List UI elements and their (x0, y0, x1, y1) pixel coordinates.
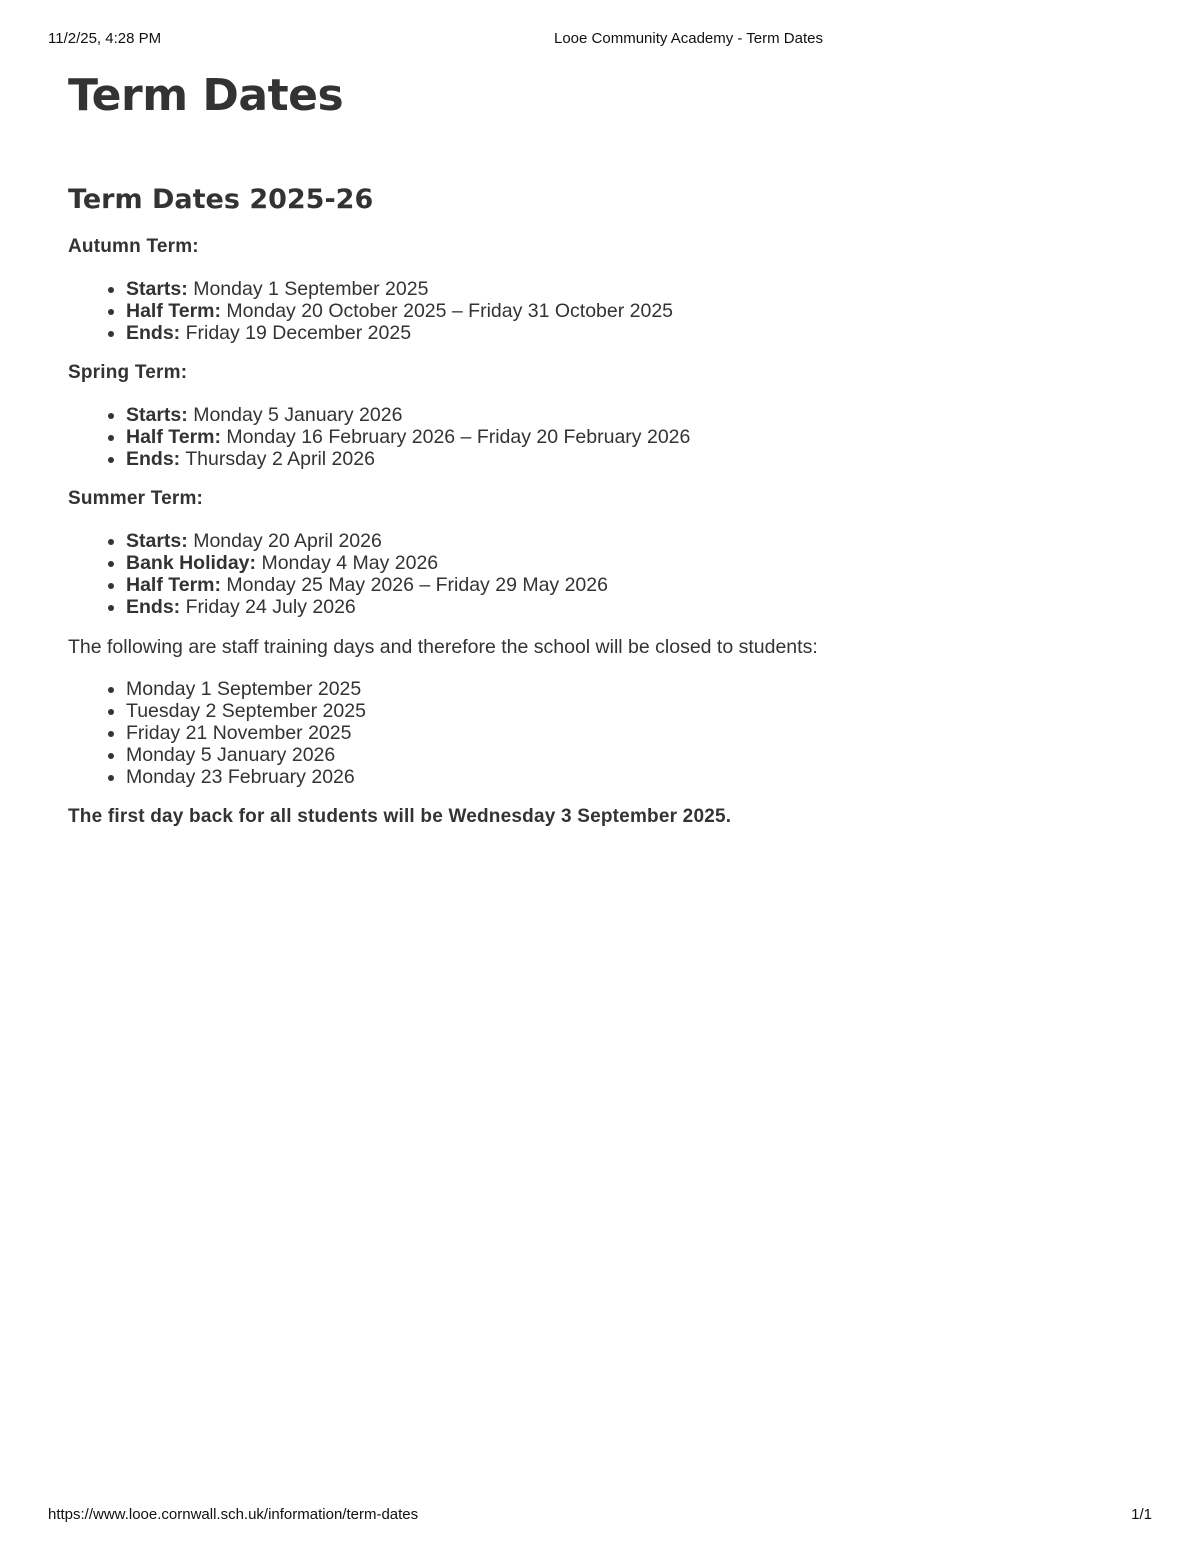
term-list-summer (68, 530, 1128, 618)
item-label: Half Term: (126, 574, 221, 596)
list-item (126, 530, 1128, 552)
list-item (126, 552, 1128, 574)
list-item (126, 448, 1128, 470)
item-label: Starts: (126, 404, 188, 426)
item-label: Ends: (126, 322, 181, 344)
item-value: Monday 4 May 2026 (256, 552, 439, 574)
item-label: Half Term: (126, 426, 221, 448)
print-datetime: 11/2/25, 4:28 PM (48, 30, 162, 47)
training-days-list (68, 678, 1128, 788)
section-title: Term Dates 2025-26 (68, 184, 374, 215)
print-page-number: 1/1 (1131, 1506, 1152, 1523)
item-label: Ends: (126, 596, 181, 618)
list-item: • Monday 1 September 2025 (126, 678, 1128, 700)
list-item: • Friday 21 November 2025 (126, 722, 1128, 744)
item-value: Monday 20 April 2026 (187, 530, 382, 552)
print-url: https://www.looe.cornwall.sch.uk/information/term-dates (48, 1506, 419, 1523)
item-value: Monday 25 May 2026 – Friday 29 May 2026 (221, 574, 608, 596)
term-list-spring (68, 404, 1128, 470)
item-value: Friday 24 July 2026 (180, 596, 356, 618)
closing-note: The first day back for all students will be Wednesday 3 September 2025. (68, 806, 732, 827)
list-item: • Monday 5 January 2026 (126, 744, 1128, 766)
term-heading-autumn: Autumn Term: (68, 236, 199, 257)
item-label: Bank Holiday: (126, 552, 257, 574)
page-title: Term Dates (68, 70, 344, 121)
print-page-title: Looe Community Academy - Term Dates (554, 30, 823, 47)
item-label: Starts: (126, 530, 188, 552)
item-value: Friday 19 December 2025 (180, 322, 412, 344)
list-item (126, 596, 1128, 618)
list-item (126, 278, 1128, 300)
item-label: Starts: (126, 278, 188, 300)
term-heading-spring: Spring Term: (68, 362, 188, 383)
item-label: Half Term: (126, 300, 221, 322)
main-content (68, 62, 1128, 828)
item-label: Ends: (126, 448, 181, 470)
item-value: Monday 1 September 2025 (187, 278, 429, 300)
list-item (126, 574, 1128, 596)
item-value: Monday 16 February 2026 – Friday 20 February 2026 (221, 426, 691, 448)
list-item: • Monday 23 February 2026 (126, 766, 1128, 788)
list-item (126, 322, 1128, 344)
list-item (126, 404, 1128, 426)
training-intro: The following are staff training days and therefore the school will be closed to students: (68, 636, 818, 658)
list-item (126, 300, 1128, 322)
print-header (0, 30, 1200, 50)
term-list-autumn (68, 278, 1128, 344)
term-heading-summer: Summer Term: (68, 488, 204, 509)
item-value: Monday 20 October 2025 – Friday 31 October 2025 (221, 300, 674, 322)
item-value: Thursday 2 April 2026 (180, 448, 375, 470)
item-value: Monday 5 January 2026 (187, 404, 403, 426)
list-item (126, 426, 1128, 448)
list-item: • Tuesday 2 September 2025 (126, 700, 1128, 722)
print-footer (0, 1506, 1200, 1526)
